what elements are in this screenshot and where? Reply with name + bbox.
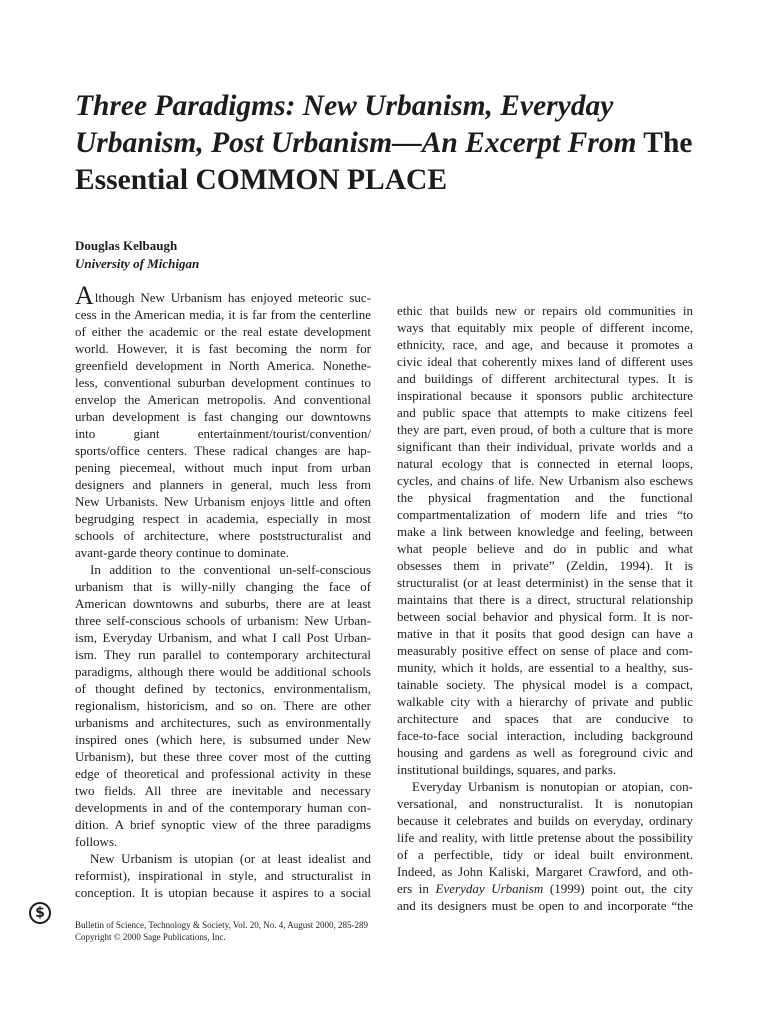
text-line: inspired ones (which here, is subsumed under New [75, 732, 371, 747]
text-line: into giant entertainment/tourist/convention/ [75, 426, 371, 441]
article-title-roman: The Essential COMMON PLACE [75, 127, 693, 196]
text-segment: (1999) point out, the city [549, 881, 693, 896]
text-line: conception. It is utopian because it aspires to a social [75, 885, 371, 900]
text-line: mative in that it posits that good design can have a [397, 626, 693, 641]
text-line: New Urbanists. New Urbanism enjoys little and often [75, 494, 371, 509]
author-affiliation: University of Michigan [75, 256, 200, 271]
text-line: natural ecology that is connected in eternal loops, [397, 456, 693, 471]
text-line: architecture and spaces that are conducive to [397, 711, 693, 726]
drop-cap: A [75, 281, 94, 310]
author-block [75, 237, 199, 273]
footer-citation: Bulletin of Science, Technology & Society, Vol. 20, No. 4, August 2000, 285-289 [75, 920, 369, 930]
text-line: inspirational because it sponsors public architecture [397, 388, 693, 403]
text-line: follows. [75, 834, 118, 849]
text-line: institutional buildings, squares, and parks. [397, 762, 617, 777]
text-line: envelop the American metropolis. And conventional [75, 392, 371, 407]
text-line: face-to-face social interaction, including background [397, 728, 693, 743]
text-segment: ers in [397, 881, 429, 896]
text-line: munity, which it holds, are essential to a healthy, sus- [397, 660, 693, 675]
text-line: Indeed, as John Kaliski, Margaret Crawford, and oth- [397, 864, 693, 879]
text-line: life and reality, with little pretense about the possibility [397, 830, 693, 845]
article-title-italic: Three Paradigms: New Urbanism, Everyday Urbanism, Post Urbanism—An Excerpt From [75, 90, 637, 159]
text-line: urbanism that is willy-nilly changing the face of [75, 579, 371, 594]
footer [75, 919, 368, 943]
text-line: greenfield development in North America. Nonethe- [75, 358, 371, 373]
text-line: sports/office centers. These radical changes are hap- [75, 443, 371, 458]
text-line: cycles, and chains of life. New Urbanism also eschews [397, 473, 693, 488]
text-line: and its designers must be open to and incorporate “the [397, 898, 693, 913]
text-line: begrudging respect in academia, especially in most [75, 511, 371, 526]
author-name: Douglas Kelbaugh [75, 238, 178, 253]
text-line: between social behavior and physical form. It is nor- [397, 609, 693, 624]
text-line: structuralist (or at least determinist) in the sense that it [397, 575, 693, 590]
text-line: cess in the American media, it is far from the centerline [75, 307, 371, 322]
text-line: ways that equitably mix people of different income, [397, 320, 693, 335]
sage-logo-icon: $ [29, 902, 51, 924]
text-line: tainable society. The physical model is a compact, [397, 677, 693, 692]
text-line: compartmentalization of modern life and tries “to [397, 507, 693, 522]
text-line: schools of architecture, where poststructuralist and [75, 528, 371, 543]
text-line: urban development is fast changing our downtowns [75, 409, 371, 424]
text-line: ism. They run parallel to contemporary architectural [75, 647, 371, 662]
body-column-left [75, 281, 371, 901]
text-line: versational, and nonstructuralist. It is nonutopian [397, 796, 693, 811]
text-line: they are part, even proud, of both a culture that is more [397, 422, 693, 437]
article-title [75, 88, 695, 199]
text-line: dition. A brief synoptic view of the three paradigms [75, 817, 371, 832]
text-line: Urbanism), but these three cover most of the cutting [75, 749, 371, 764]
book-title-reference: Everyday Urbanism [435, 881, 544, 896]
footer-copyright: Copyright © 2000 Sage Publications, Inc. [75, 932, 226, 942]
text-line: American downtowns and suburbs, there are at least [75, 596, 371, 611]
text-line: New Urbanism is utopian (or at least idealist and [90, 851, 371, 866]
text-line: regionalism, historicism, and so on. There are other [75, 698, 371, 713]
text-line: Everyday Urbanism is nonutopian or atopian, con- [412, 779, 693, 794]
text-line: of either the academic or the real estate development [75, 324, 371, 339]
text-line: of thought defined by tectonics, environmentalism, [75, 681, 371, 696]
text-line: ethnicity, race, and age, and because it promotes a [397, 337, 693, 352]
text-line: two fields. All three are inevitable and necessary [75, 783, 371, 798]
text-line: what people believe and do in public and what [397, 541, 693, 556]
text-line: pening piecemeal, without much input from urban [75, 460, 371, 475]
text-line: make a link between knowledge and feeling, between [397, 524, 693, 539]
text-line: developments in and of the contemporary human con- [75, 800, 371, 815]
text-line: and buildings of different architectural types. It is [397, 371, 693, 386]
text-line: obsesses them in private” (Zeldin, 1994). It is [397, 558, 693, 573]
text-line: paradigms, although there would be additional schools [75, 664, 371, 679]
text-line: significant than their individual, private worlds and a [397, 439, 693, 454]
text-line: designers and planners in general, much less from [75, 477, 371, 492]
text-line: avant-garde theory continue to dominate. [75, 545, 290, 560]
first-line-text: lthough New Urbanism has enjoyed meteoric suc- [94, 290, 371, 305]
text-line: three self-conscious schools of urbanism: New Urban- [75, 613, 371, 628]
text-line: the physical fragmentation and the functional [397, 490, 693, 505]
text-line: world. However, it is fast becoming the norm for [75, 341, 371, 356]
text-line: measurably positive effect on sense of place and com- [397, 643, 693, 658]
text-line: because it celebrates and builds on everyday, ordinary [397, 813, 693, 828]
text-line: urbanisms and architectures, such as environmentally [75, 715, 371, 730]
body-column-right [397, 302, 693, 914]
text-line: maintains that there is a direct, structural relationship [397, 592, 693, 607]
text-line: less, conventional suburban development continues to [75, 375, 371, 390]
text-line: civic ideal that coherently mixes land of different uses [397, 354, 693, 369]
text-line: housing and gardens as well as foreground civic and [397, 745, 693, 760]
text-line: and public space that attempts to make citizens feel [397, 405, 693, 420]
text-line: walkable city with a hierarchy of private and public [397, 694, 693, 709]
text-line: edge of theoretical and professional activity in these [75, 766, 371, 781]
text-line: ethic that builds new or repairs old communities in [397, 303, 693, 318]
text-line: ism, Everyday Urbanism, and what I call Post Urban- [75, 630, 371, 645]
text-line-with-title [397, 880, 693, 897]
text-line: In addition to the conventional un-self-conscious [90, 562, 371, 577]
text-line: reformist), inspirational in style, and structuralist in [75, 868, 371, 883]
text-line: of a perfectible, tidy or ideal built environment. [397, 847, 693, 862]
first-line [75, 281, 371, 310]
